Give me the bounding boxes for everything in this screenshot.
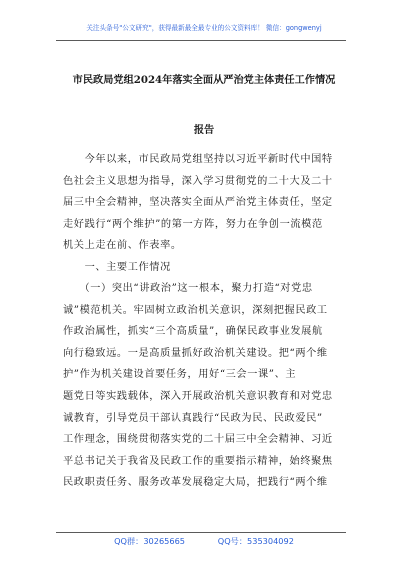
body-line: 色社会主义思想为指导，深入学习贯彻党的二十大及二十 (63, 175, 333, 187)
body-line: 今年以来，市民政局党组坚持以习近平新时代中国特 (63, 154, 333, 165)
body-line: 向行稳致远。一是高质量抓好政治机关建设。把“两个维 (63, 347, 328, 359)
body-line: （一）突出“讲政治”这一根本，聚力打造“对党忠 (63, 283, 313, 295)
document-title-subtitle: 报告 (193, 124, 215, 136)
body-line: 护”作为机关建设首要任务，用好“三会一课”、主 (63, 369, 297, 381)
body-line: 届三中全会精神，坚决落实全面从严治党主体责任，坚定 (63, 197, 333, 209)
body-line: 诚”模范机关。牢固树立政治机关意识，深刻把握民政工 (63, 304, 328, 316)
footer-divider (56, 532, 346, 533)
body-line: 民政职责任务、服务改革发展稳定大局，把践行“两个维 (63, 477, 328, 489)
body-line: 诚教育，引导党员干部认真践行“民政为民、民政爱民” (63, 412, 323, 424)
body-line: 工作理念，围绕贯彻落实党的二十届三中全会精神、习近 (63, 434, 333, 446)
document-title: 市民政局党组2024年落实全面从严治党主体责任工作情况 (72, 74, 336, 86)
body-line: 作政治属性，抓实“三个高质量”，确保民政事业发展航 (63, 326, 323, 338)
header-divider (56, 40, 346, 41)
body-line: 题党日等实践载体，深入开展政治机关意识教育和对党忠 (63, 391, 333, 403)
section-heading: 一、主要工作情况 (63, 261, 171, 273)
body-line: 平总书记关于我省及民政工作的重要指示精神，始终聚焦 (63, 455, 333, 467)
body-line: 走好践行“两个维护”的第一方阵，努力在争创一流模范 (63, 218, 323, 230)
footer-contact: QQ群：30265665 QQ号：535304092 (114, 536, 294, 546)
body-line: 机关上走在前、作表率。 (63, 240, 182, 252)
header-banner: 关注头条号"公文研究"，获得最新最全最专业的公文资料库！ 微信：gongwenyj (86, 24, 322, 32)
document-body (63, 149, 345, 494)
